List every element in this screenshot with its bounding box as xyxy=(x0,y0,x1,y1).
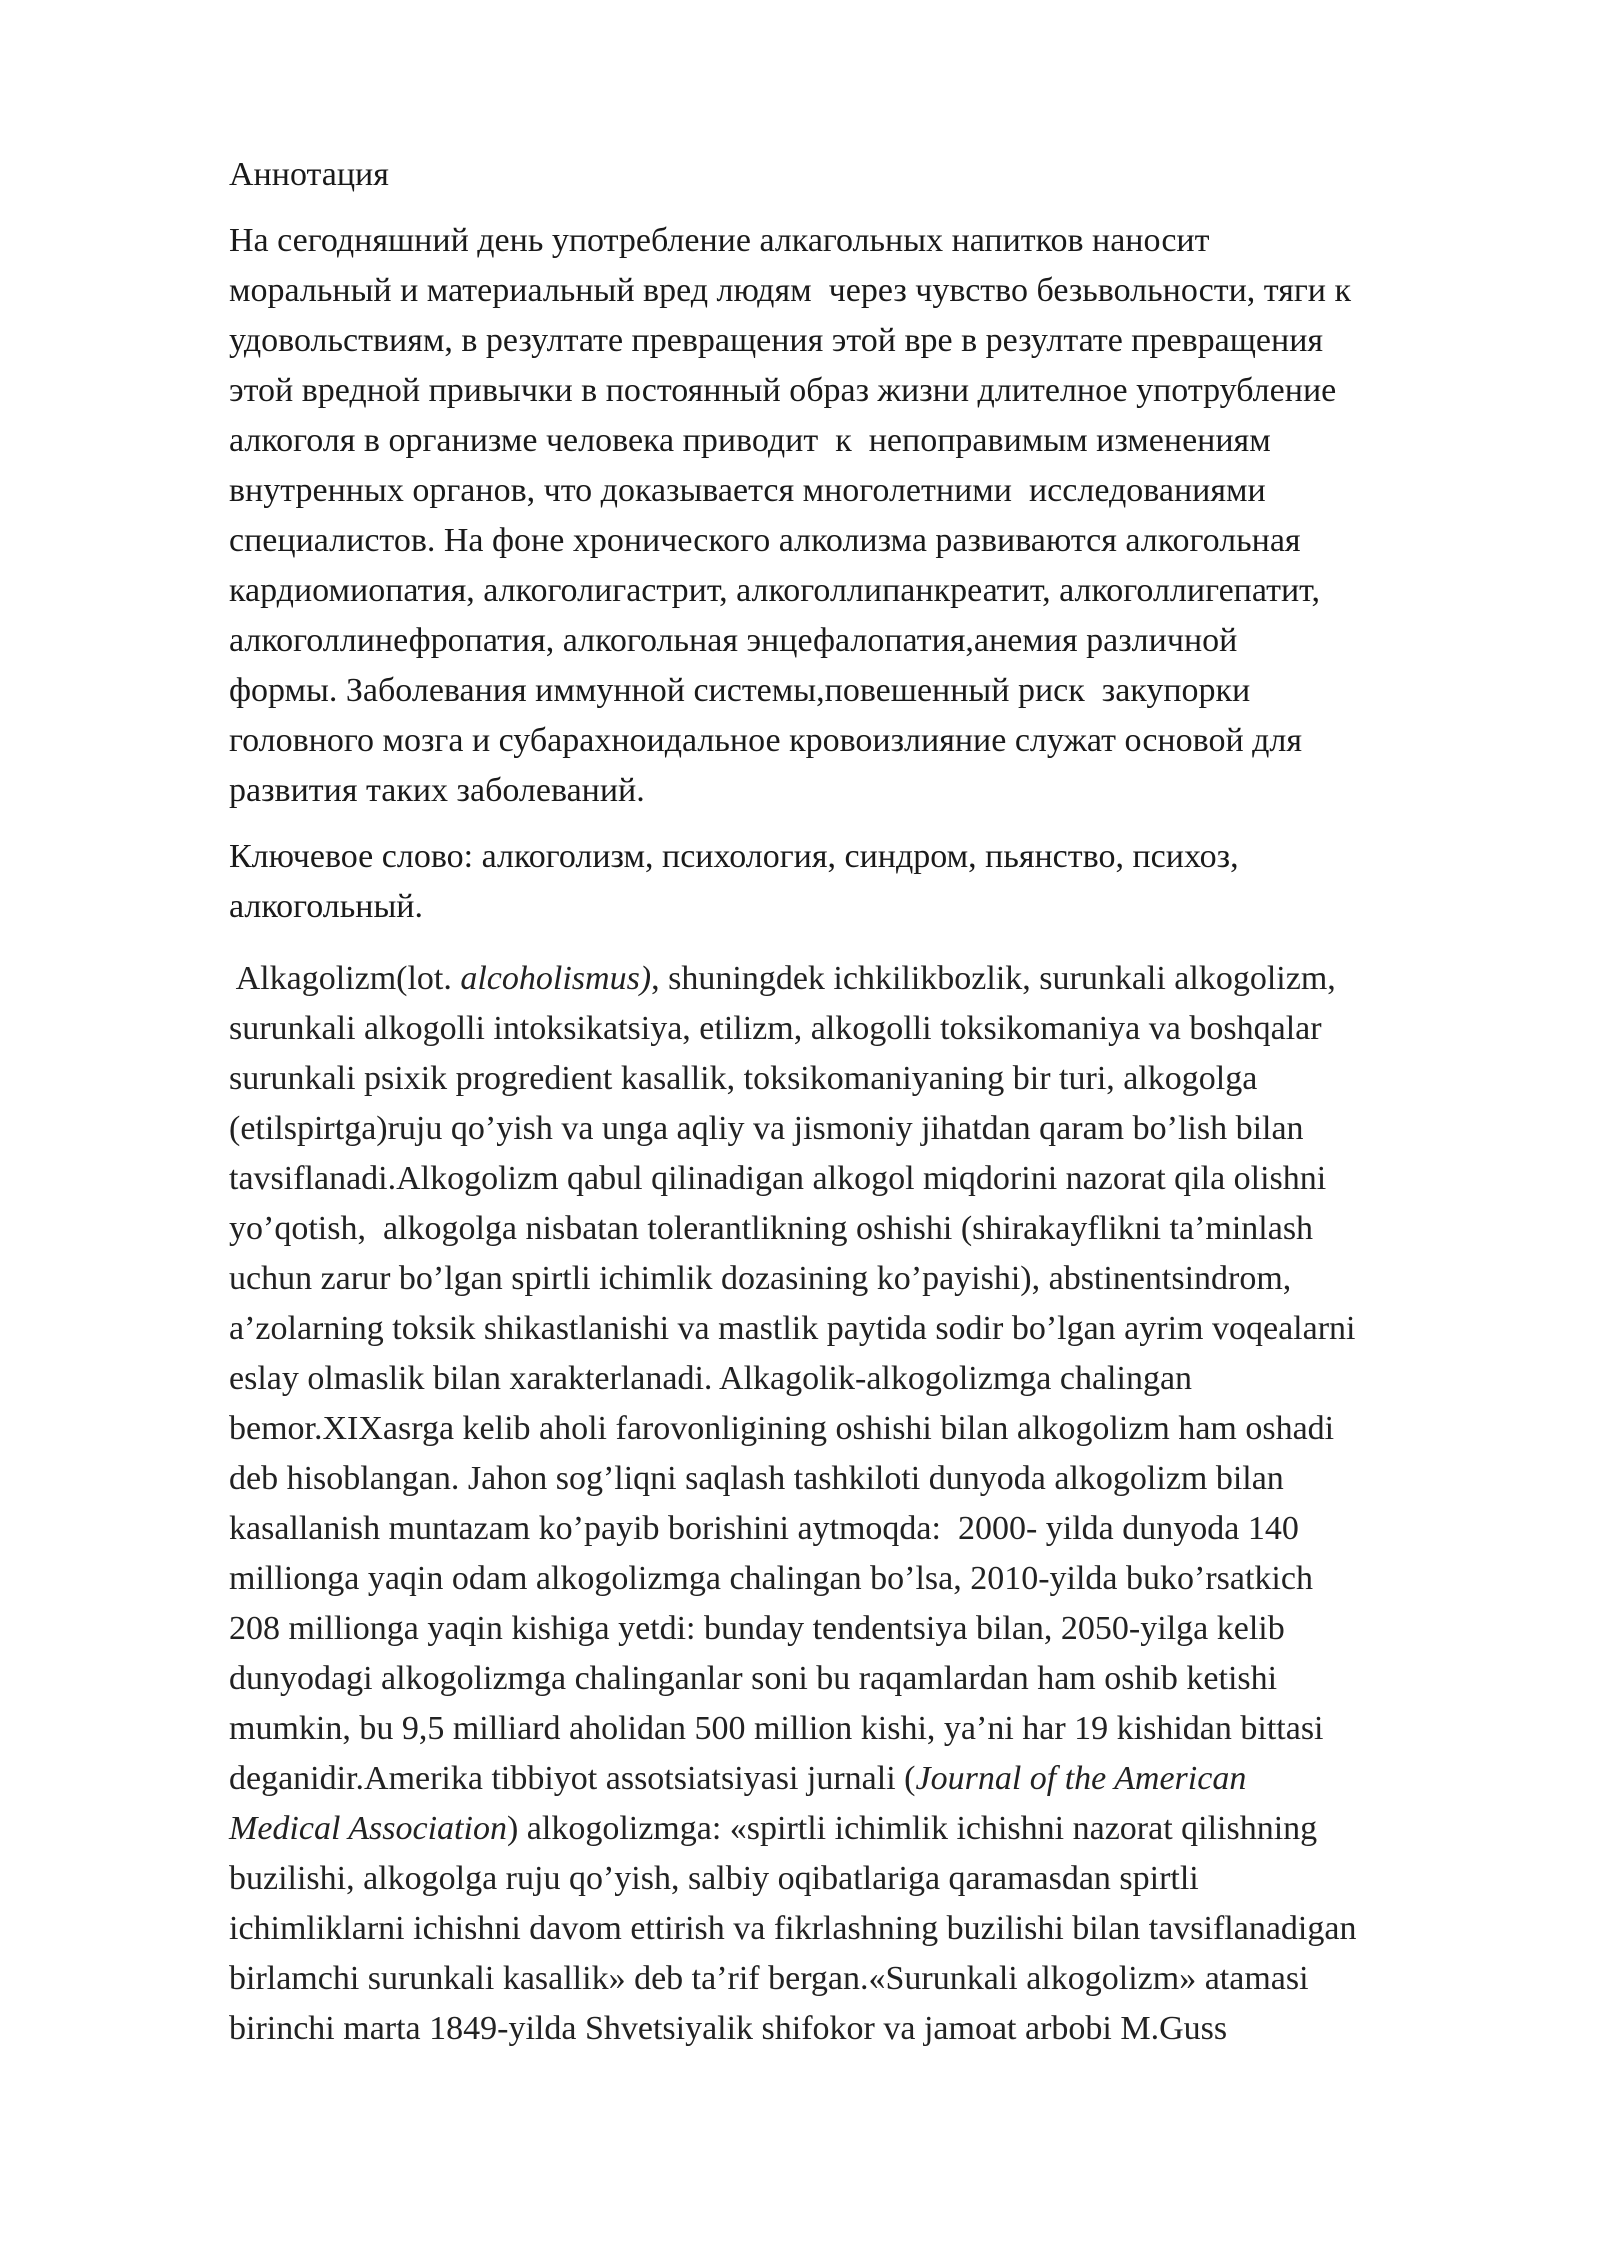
abstract-line: специалистов. На фоне хронического алколизма развиваются алкогольная xyxy=(229,522,1301,559)
abstract-line: кардиомиопатия, алкоголигастрит, алкоголлипанкреатит, алкоголлигепатит, xyxy=(229,572,1320,609)
body-paragraph xyxy=(229,954,1519,2054)
abstract-line: моральный и материальный вред людям через чувство безьвольности, тяги к xyxy=(229,272,1352,309)
annotation-heading: Аннотация xyxy=(229,156,389,193)
body-line: eslay olmaslik bilan xarakterlanadi. Alkagolik-alkogolizmga chalingan xyxy=(229,1360,1193,1397)
body-line: buzilishi, alkogolga ruju qo’yish, salbiy oqibatlariga qaramasdan spirtli xyxy=(229,1860,1199,1897)
keywords-line: алкогольный. xyxy=(229,888,424,925)
abstract-line: алкоголя в организме человека приводит к непоправимым изменениям xyxy=(229,422,1271,459)
body-line xyxy=(229,1754,1519,1804)
body-line: yo’qotish, alkogolga nisbatan tolerantlikning oshishi (shirakayflikni ta’minlash xyxy=(229,1210,1314,1247)
journal-title: Medical Association xyxy=(229,1810,507,1847)
abstract-line: развития таких заболеваний. xyxy=(229,772,645,809)
journal-title: Journal of the American xyxy=(915,1760,1247,1797)
body-text: Alkagolizm(lot. xyxy=(229,960,461,997)
body-line: bemor.XIXasrga kelib aholi farovonligining oshishi bilan alkogolizm ham oshadi xyxy=(229,1410,1335,1447)
body-line: ichimliklarni ichishni davom ettirish va fikrlashning buzilishi bilan tavsiflanadigan xyxy=(229,1910,1357,1947)
body-line: uchun zarur bo’lgan spirtli ichimlik dozasining ko’payishi), abstinentsindrom, xyxy=(229,1260,1292,1297)
body-line: a’zolarning toksik shikastlanishi va mastlik paytida sodir bo’lgan ayrim voqealarni xyxy=(229,1310,1356,1347)
abstract-line: На сегодняшний день употребление алкагольных напитков наносит xyxy=(229,222,1210,259)
body-line: dunyodagi alkogolizmga chalinganlar soni bu raqamlardan ham oshib ketishi xyxy=(229,1660,1278,1697)
abstract-line: головного мозга и субарахноидальное кровоизлияние служат основой для xyxy=(229,722,1303,759)
keywords-paragraph xyxy=(229,832,1519,932)
abstract-line: этой вредной привычки в постоянный образ жизни длителное употрубление xyxy=(229,372,1337,409)
body-line: birinchi marta 1849-yilda Shvetsiyalik shifokor va jamoat arbobi M.Guss xyxy=(229,2010,1228,2047)
body-line: surunkali alkogolli intoksikatsiya, etilizm, alkogolli toksikomaniya va boshqalar xyxy=(229,1010,1322,1047)
body-text: ) alkogolizmga: «spirtli ichimlik ichishni nazorat qilishning xyxy=(506,1810,1318,1847)
body-line xyxy=(229,1804,1519,1854)
body-text: , shuningdek ichkilikbozlik, surunkali alkogolizm, xyxy=(651,960,1336,997)
body-line: kasallanish muntazam ko’payib borishini aytmoqda: 2000- yilda dunyoda 140 xyxy=(229,1510,1299,1547)
latin-term: alcoholismus) xyxy=(460,960,652,997)
abstract-line: алкоголлинефропатия, алкогольная энцефалопатия,анемия различной xyxy=(229,622,1238,659)
abstract-line: формы. Заболевания иммунной системы,повешенный риск закупорки xyxy=(229,672,1251,709)
abstract-line: удовольствиям, в резултате превращения этой вре в резултате превращения xyxy=(229,322,1324,359)
body-line: deb hisoblangan. Jahon sog’liqni saqlash tashkiloti dunyoda alkogolizm bilan xyxy=(229,1460,1284,1497)
body-line: (etilspirtga)ruju qo’yish va unga aqliy va jismoniy jihatdan qaram bo’lish bilan xyxy=(229,1110,1304,1147)
body-line: millionga yaqin odam alkogolizmga chalingan bo’lsa, 2010-yilda buko’rsatkich xyxy=(229,1560,1313,1597)
body-text: deganidir.Amerika tibbiyot assotsiatsiyasi jurnali ( xyxy=(229,1760,916,1797)
keywords-line: Ключевое слово: алкоголизм, психология, синдром, пьянство, психоз, xyxy=(229,838,1239,875)
body-line: 208 millionga yaqin kishiga yetdi: bunday tendentsiya bilan, 2050-yilga kelib xyxy=(229,1610,1285,1647)
body-line xyxy=(229,954,1519,1004)
body-line: mumkin, bu 9,5 milliard aholidan 500 million kishi, ya’ni har 19 kishidan bittasi xyxy=(229,1710,1324,1747)
body-line: birlamchi surunkali kasallik» deb ta’rif bergan.«Surunkali alkogolizm» atamasi xyxy=(229,1960,1309,1997)
body-line: surunkali psixik progredient kasallik, toksikomaniyaning bir turi, alkogolga xyxy=(229,1060,1258,1097)
abstract-paragraph xyxy=(229,216,1519,816)
body-line: tavsiflanadi.Alkogolizm qabul qilinadigan alkogol miqdorini nazorat qila olishni xyxy=(229,1160,1327,1197)
document-page xyxy=(229,150,1519,2054)
abstract-line: внутренных органов, что доказывается многолетними исследованиями xyxy=(229,472,1266,509)
